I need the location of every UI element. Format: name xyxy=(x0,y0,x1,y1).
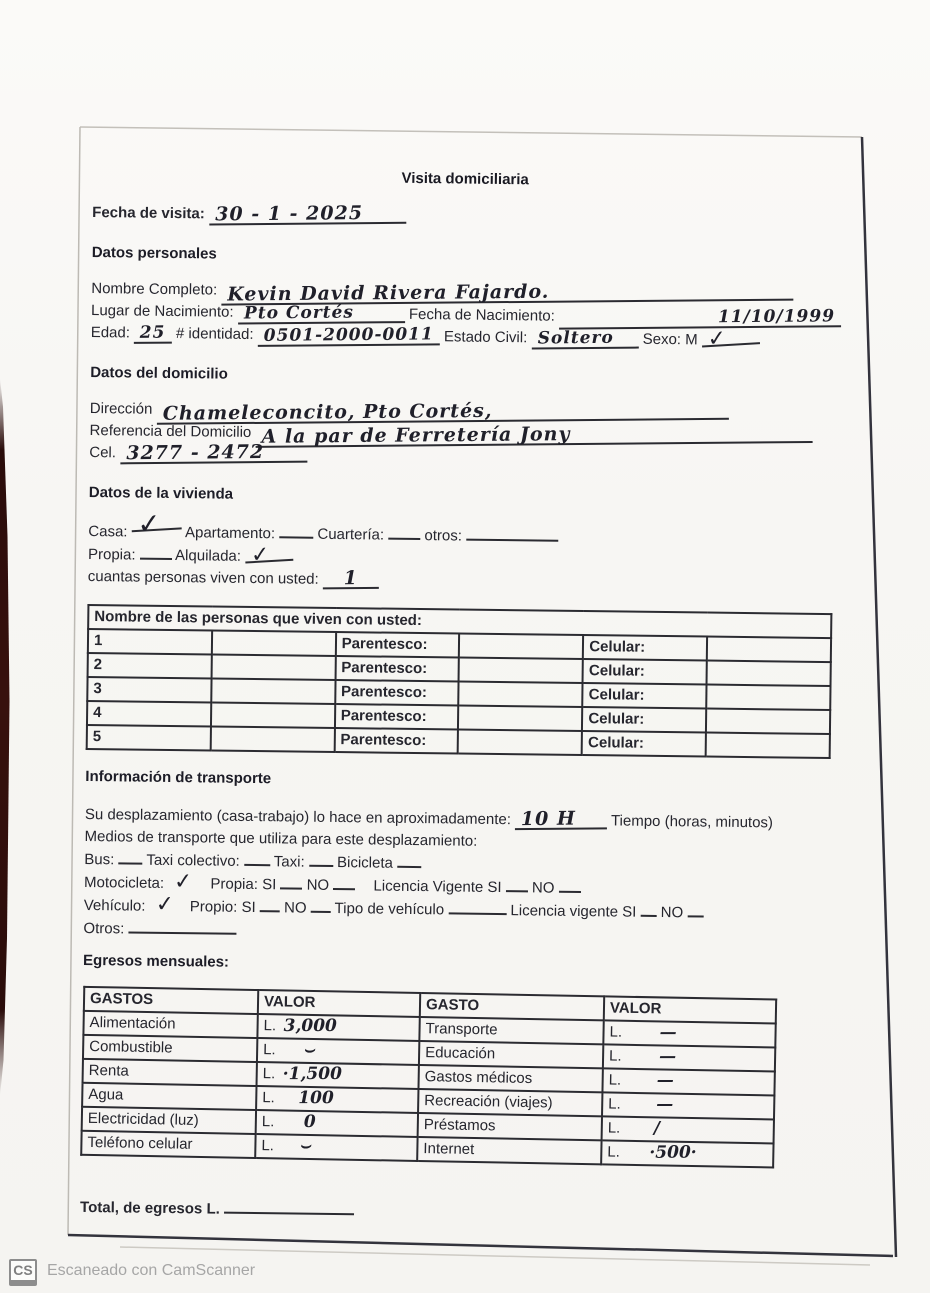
valor-cell xyxy=(603,1020,775,1047)
parentesco-cell xyxy=(458,730,582,756)
taxi-label: Taxi: xyxy=(273,853,305,871)
valor-handwritten: 0 xyxy=(303,1111,316,1133)
tiempo-label: Tiempo (horas, minutos) xyxy=(610,812,774,832)
gasto-label: Renta xyxy=(83,1059,257,1086)
estado-civil-label: Estado Civil: xyxy=(443,328,528,347)
veh-propio-label: Propio: SI xyxy=(189,898,256,917)
moto-propia-label: Propia: SI xyxy=(210,875,277,894)
veh-lic-si-blank xyxy=(640,901,656,917)
lugar-nacimiento-label: Lugar de Nacimiento: xyxy=(90,301,234,321)
gasto-label: Agua xyxy=(82,1083,256,1110)
celular-cell xyxy=(706,709,830,735)
currency-prefix: L. xyxy=(261,1137,275,1155)
persona-nombre-cell xyxy=(211,678,335,704)
total-egresos-blank xyxy=(224,1198,354,1216)
currency-prefix: L. xyxy=(609,1023,623,1041)
moto-si-blank xyxy=(280,873,302,889)
valor-cell xyxy=(257,1062,419,1089)
referencia-label: Referencia del Domicilio xyxy=(89,421,252,441)
parentesco-cell xyxy=(459,634,583,660)
valor-cell xyxy=(257,1014,419,1041)
currency-prefix: L. xyxy=(607,1119,621,1137)
currency-prefix: L. xyxy=(261,1113,275,1131)
gasto-label: Electricidad (luz) xyxy=(82,1107,256,1134)
parentesco-label: Parentesco: xyxy=(335,656,459,682)
section-datos-domicilio: Datos del domicilio xyxy=(90,363,228,383)
fecha-visita-value: 30 - 1 - 2025 xyxy=(209,204,406,226)
valor-cell xyxy=(255,1134,417,1161)
valor-cell xyxy=(603,1044,775,1071)
valor-handwritten: — xyxy=(659,1022,677,1043)
edad-label: Edad: xyxy=(90,323,131,342)
valor-cell xyxy=(602,1116,774,1143)
valor-handwritten: ∕ xyxy=(653,1118,661,1139)
bus-label: Bus: xyxy=(84,850,115,869)
valor-cell xyxy=(256,1086,418,1113)
otros-transporte-blank xyxy=(128,917,236,934)
bicicleta-blank xyxy=(397,852,421,868)
total-egresos-label: Total, de egresos L. xyxy=(79,1198,220,1218)
taxi-blank xyxy=(309,851,333,867)
veh-lic-no-blank xyxy=(687,901,703,917)
bus-blank xyxy=(118,848,142,864)
currency-prefix: L. xyxy=(262,1089,275,1107)
identidad-label: # identidad: xyxy=(175,325,254,343)
valor-handwritten: ·500· xyxy=(649,1142,697,1163)
celular-label-cell: Celular: xyxy=(582,707,706,733)
currency-prefix: L. xyxy=(608,1095,621,1113)
parentesco-cell xyxy=(458,706,582,732)
persona-nombre-cell xyxy=(212,630,336,656)
motocicleta-label: Motocicleta: xyxy=(83,873,165,892)
currency-prefix: L. xyxy=(608,1071,622,1089)
desplazamiento-value: 10 H xyxy=(515,809,607,830)
motocicleta-checkmark: ✓ xyxy=(173,868,195,895)
gasto-label: Internet xyxy=(417,1137,601,1164)
valor-right-header: VALOR xyxy=(604,996,776,1023)
valor-cell xyxy=(602,1092,774,1119)
direccion-value: Chameleconcito, Pto Cortés, xyxy=(156,400,728,425)
otros-vivienda-blank xyxy=(466,525,558,542)
celular-label-cell: Celular: xyxy=(582,731,706,757)
celular-value: 3277 - 2472 xyxy=(120,443,307,465)
cuarteria-label: Cuartería: xyxy=(317,525,385,544)
vehiculo-checkmark: ✓ xyxy=(154,891,176,918)
personas-count-label: cuantas personas viven con usted: xyxy=(87,567,319,588)
moto-lic-no-blank xyxy=(559,877,581,893)
persona-num: 3 xyxy=(87,677,211,703)
valor-handwritten: 100 xyxy=(298,1088,334,1109)
persona-nombre-cell xyxy=(211,726,335,752)
form-title: Visita domiciliaria xyxy=(401,169,529,189)
moto-no2-label: NO xyxy=(531,879,555,897)
celular-cell xyxy=(707,661,831,687)
personas-count-value: 1 xyxy=(323,569,379,589)
nombre-completo-value: Kevin David Rivera Fajardo. xyxy=(221,281,793,306)
fecha-nacimiento-label: Fecha de Nacimiento: xyxy=(408,305,555,325)
veh-licencia-label: Licencia vigente SI xyxy=(510,902,637,921)
desplazamiento-label: Su desplazamiento (casa-trabajo) lo hace en aproximadamente: xyxy=(84,805,512,829)
currency-prefix: L. xyxy=(262,1065,276,1083)
valor-handwritten: ⌣ xyxy=(299,1135,311,1156)
celular-cell xyxy=(707,637,831,663)
referencia-value: A la par de Ferretería Jony xyxy=(255,423,812,448)
celular-cell xyxy=(706,733,830,759)
sexo-label: Sexo: M xyxy=(642,330,698,349)
gasto-label: Gastos médicos xyxy=(418,1065,602,1092)
otros-vivienda-label: otros: xyxy=(424,527,463,545)
section-transporte: Información de transporte xyxy=(85,767,272,788)
persona-num: 1 xyxy=(88,629,212,655)
fecha-visita-row xyxy=(92,202,837,233)
valor-cell xyxy=(256,1110,418,1137)
valor-handwritten: — xyxy=(656,1070,674,1091)
veh-no-blank xyxy=(311,897,331,913)
persona-num: 2 xyxy=(88,653,212,679)
veh-si-blank xyxy=(260,896,280,912)
gasto-label: Recreación (viajes) xyxy=(418,1089,602,1116)
bicicleta-label: Bicicleta xyxy=(336,854,394,872)
parentesco-cell xyxy=(459,658,583,684)
apartamento-label: Apartamento: xyxy=(184,524,276,543)
fecha-visita-label: Fecha de visita: xyxy=(92,203,205,223)
otros-transporte-label: Otros: xyxy=(83,919,125,938)
veh-no-label: NO xyxy=(283,899,307,917)
nombre-completo-label: Nombre Completo: xyxy=(91,279,218,299)
persona-num: 4 xyxy=(87,701,211,727)
valor-handwritten: — xyxy=(656,1094,674,1115)
valor-cell xyxy=(601,1140,773,1167)
moto-lic-si-blank xyxy=(506,876,528,892)
valor-handwritten: — xyxy=(659,1046,677,1067)
fecha-nacimiento-value: 11/10/1999 xyxy=(559,307,841,329)
personas-table xyxy=(86,604,833,759)
celular-label: Cel. xyxy=(89,443,117,462)
lugar-nacimiento-value: Pto Cortés xyxy=(238,303,405,324)
gasto-label: Transporte xyxy=(419,1017,603,1044)
gasto-label: Combustible xyxy=(83,1035,257,1062)
parentesco-cell xyxy=(459,682,583,708)
camscanner-footer-text: Escaneado con CamScanner xyxy=(47,1261,256,1279)
gastos-header: GASTOS xyxy=(84,987,258,1014)
veh-no2-label: NO xyxy=(660,903,684,922)
egresos-table xyxy=(80,986,777,1169)
taxi-colectivo-blank xyxy=(244,850,270,866)
gasto-header: GASTO xyxy=(420,993,604,1020)
estado-civil-value: Soltero xyxy=(531,329,638,350)
edad-identidad-row xyxy=(91,322,836,353)
celular-label-cell: Celular: xyxy=(583,635,707,661)
celular-cell xyxy=(706,685,830,711)
currency-prefix: L. xyxy=(607,1143,621,1161)
gasto-label: Alimentación xyxy=(83,1011,257,1038)
currency-prefix: L. xyxy=(608,1047,622,1065)
veh-tipo-label: Tipo de vehículo xyxy=(334,900,445,919)
sexo-checkmark: ✓ xyxy=(702,332,761,347)
currency-prefix: L. xyxy=(263,1017,277,1035)
parentesco-label: Parentesco: xyxy=(335,704,459,730)
alquilada-checkmark: ✓ xyxy=(245,549,294,564)
casa-label: Casa: xyxy=(88,522,128,541)
section-datos-vivienda: Datos de la vivienda xyxy=(88,483,234,503)
cuarteria-blank xyxy=(388,524,420,540)
persona-nombre-cell xyxy=(211,702,335,728)
gasto-label: Teléfono celular xyxy=(81,1131,255,1158)
camscanner-logo-icon: CS xyxy=(9,1259,37,1282)
moto-licencia-label: Licencia Vigente SI xyxy=(373,877,502,897)
apartamento-blank xyxy=(279,522,313,538)
gasto-label: Educación xyxy=(419,1041,603,1068)
section-egresos: Egresos mensuales: xyxy=(82,951,230,971)
valor-handwritten: ⌣ xyxy=(303,1039,315,1060)
moto-no-label: NO xyxy=(306,876,330,894)
edad-value: 25 xyxy=(134,324,172,344)
visita-domiciliaria-form xyxy=(80,150,838,1228)
section-datos-personales: Datos personales xyxy=(91,243,217,263)
alquilada-label: Alquilada: xyxy=(174,547,242,565)
medios-label: Medios de transporte que utiliza para este desplazamiento: xyxy=(84,827,478,850)
valor-left-header: VALOR xyxy=(258,990,420,1017)
parentesco-label: Parentesco: xyxy=(335,680,459,706)
vehiculo-label: Vehículo: xyxy=(83,896,146,915)
parentesco-label: Parentesco: xyxy=(334,728,458,754)
propia-label: Propia: xyxy=(87,545,136,564)
parentesco-label: Parentesco: xyxy=(335,632,459,658)
persona-num: 5 xyxy=(87,725,211,751)
valor-cell xyxy=(257,1038,419,1065)
direccion-label: Dirección xyxy=(89,399,153,418)
valor-handwritten: ·1,500 xyxy=(282,1063,342,1085)
valor-cell xyxy=(602,1068,774,1095)
persona-nombre-cell xyxy=(211,654,335,680)
taxi-colectivo-label: Taxi colectivo: xyxy=(146,851,240,870)
identidad-value: 0501-2000-0011 xyxy=(258,325,440,347)
propia-blank xyxy=(140,544,172,560)
camscanner-footer xyxy=(9,1259,255,1282)
casa-checkmark: ✓ xyxy=(131,517,182,532)
personas-table-heading: Nombre de las personas que viven con usted: xyxy=(88,605,831,638)
currency-prefix: L. xyxy=(263,1041,276,1059)
moto-no-blank xyxy=(333,874,355,890)
veh-tipo-blank xyxy=(448,898,506,915)
valor-handwritten: 3,000 xyxy=(283,1015,337,1037)
celular-label-cell: Celular: xyxy=(583,659,707,685)
gasto-label: Préstamos xyxy=(418,1113,602,1140)
celular-label-cell: Celular: xyxy=(583,683,707,709)
